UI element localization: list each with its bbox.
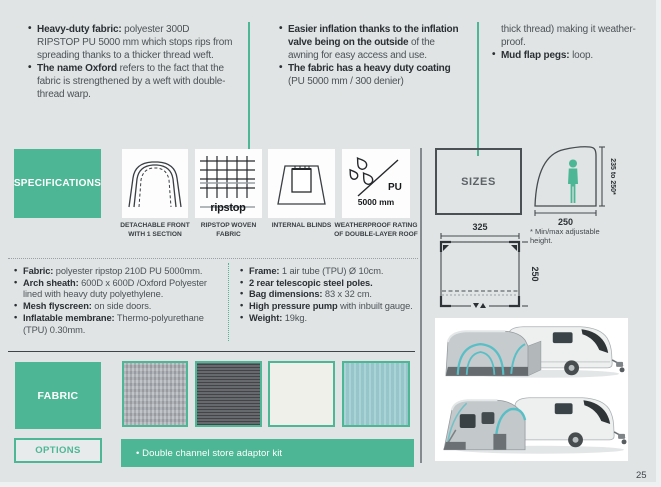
spec-value: 600D x 600D /Oxford Polyester lined with heavy duty polyethylene.	[23, 277, 207, 300]
sizes-header: SIZES	[435, 148, 522, 215]
bullet-bold-text: Easier inflation thanks to the inflation valve being on the outside	[288, 24, 459, 48]
icon-caption: WEATHERPROOF RATING OF DOUBLE-LAYER ROOF	[334, 222, 418, 238]
icon-caption: RIPSTOP WOVEN FABRIC	[200, 222, 257, 238]
column-divider	[248, 22, 250, 156]
spec-label: 2 rear telescopic steel poles.	[249, 277, 373, 288]
person-silhouette	[568, 160, 578, 204]
intro-bullet	[28, 62, 234, 101]
profile-height-dimension: 235 to 250*	[609, 158, 616, 195]
floor-depth-dimension: 250	[530, 266, 540, 282]
continuation-text: thick thread) making it weather-proof.	[501, 24, 636, 48]
tent-profile-diagram	[528, 140, 630, 228]
fabric-swatch-light-blue	[342, 361, 410, 427]
spec-value: 83 x 32 cm.	[322, 289, 372, 300]
icon-box-ripstop	[195, 149, 262, 218]
pu-icon-text: PU	[388, 181, 402, 193]
specifications-header: SPECIFICATIONS	[14, 149, 101, 218]
spec-label: Fabric:	[23, 266, 54, 276]
spec-item	[240, 278, 420, 290]
bullet-bold-text: Heavy-duty fabric:	[37, 24, 122, 35]
bullet-text: refers to the fact that the fabric is strengthened by a weft with double-thread warp.	[37, 63, 226, 100]
spec-item	[240, 301, 420, 313]
product-photo-bottom	[436, 388, 627, 460]
specs-list-right	[240, 266, 420, 325]
spec-value: 1 air tube (TPU) Ø 10cm.	[279, 266, 384, 276]
spec-item	[14, 266, 223, 278]
spec-item	[14, 313, 223, 336]
profile-width-dimension: 250	[557, 217, 574, 227]
dotted-divider-vertical	[228, 263, 229, 341]
fabric-swatch-off-white	[268, 361, 335, 427]
spec-item	[14, 301, 223, 313]
fabric-swatch-dark-grey	[195, 361, 262, 427]
spec-label: Mesh flyscreen:	[23, 301, 92, 312]
icon-box-internal-blinds	[268, 149, 335, 218]
icon-box-detachable-front	[122, 149, 188, 218]
intro-bullet	[28, 23, 234, 62]
spec-value: polyester ripstop 210D PU 5000mm.	[53, 266, 203, 276]
bullet-bold-text: The fabric has a heavy duty coating	[288, 63, 451, 74]
bullet-bold-text: Mud flap pegs:	[501, 50, 570, 61]
spec-item	[240, 313, 420, 325]
dotted-divider	[8, 258, 418, 259]
bullet-text: of the awning for easy access and use.	[288, 37, 435, 61]
spec-value: with inbuilt gauge.	[337, 301, 413, 312]
product-photo-top	[436, 320, 627, 388]
specs-list-left	[14, 266, 223, 336]
section-divider	[420, 148, 422, 463]
icon-box-weatherproof	[342, 149, 410, 218]
spec-label: Frame:	[249, 266, 280, 276]
page-edge	[656, 0, 661, 487]
spec-label: Bag dimensions:	[249, 289, 323, 300]
options-item-bar: • Double channel store adaptor kit	[121, 439, 414, 467]
spec-item	[14, 278, 223, 301]
column-divider	[477, 22, 479, 156]
page-number: 25	[636, 470, 647, 481]
ripstop-fabric-icon	[195, 150, 262, 218]
intro-bullet	[279, 23, 467, 62]
intro-column-1	[28, 23, 234, 101]
solid-divider	[8, 351, 415, 352]
spec-label: Inflatable membrane:	[23, 312, 115, 323]
spec-label: High pressure pump	[249, 301, 338, 312]
bullet-text: loop.	[569, 50, 594, 61]
spec-label: Arch sheath:	[23, 277, 79, 288]
page-edge-bottom	[0, 482, 661, 487]
floorplan-diagram	[433, 221, 545, 313]
spec-value: Thermo-polyurethane (TPU) 0.30mm.	[23, 312, 204, 335]
bullet-bold-text: The name Oxford	[37, 63, 117, 74]
intro-column-2	[279, 23, 467, 88]
spec-label: Weight:	[249, 312, 283, 323]
spec-item	[240, 289, 420, 301]
spec-item	[240, 266, 420, 278]
ripstop-icon-text: ripstop	[210, 201, 246, 214]
spec-value: on side doors.	[91, 301, 152, 312]
product-photos-panel	[435, 318, 628, 461]
icon-caption: DETACHABLE FRONT WITH 1 SECTION	[120, 222, 190, 238]
intro-column-3-list	[492, 49, 642, 62]
floor-width-dimension: 325	[472, 222, 488, 232]
fabric-swatch-grey-woven	[122, 361, 188, 427]
options-header: OPTIONS	[14, 438, 102, 463]
icon-caption: INTERNAL BLINDS	[271, 222, 332, 229]
detachable-front-icon	[122, 150, 188, 218]
internal-blinds-icon	[268, 150, 335, 218]
intro-bullet	[492, 49, 642, 62]
sizes-footnote: * Min/max adjustable height.	[530, 227, 600, 245]
intro-column-3	[492, 23, 642, 62]
pu-mm-icon-text: 5000 mm	[357, 196, 395, 207]
intro-bullet	[279, 62, 467, 88]
bullet-text: (PU 5000 mm / 300 denier)	[288, 76, 404, 87]
fabric-header: FABRIC	[15, 362, 101, 429]
weatherproof-rating-icon	[342, 150, 410, 218]
spec-value: 19kg.	[282, 312, 307, 323]
bullet-text: polyester 300D RIPSTOP PU 5000 mm which stops rips from spreading thanks to a thicker thread weft.	[37, 24, 233, 61]
